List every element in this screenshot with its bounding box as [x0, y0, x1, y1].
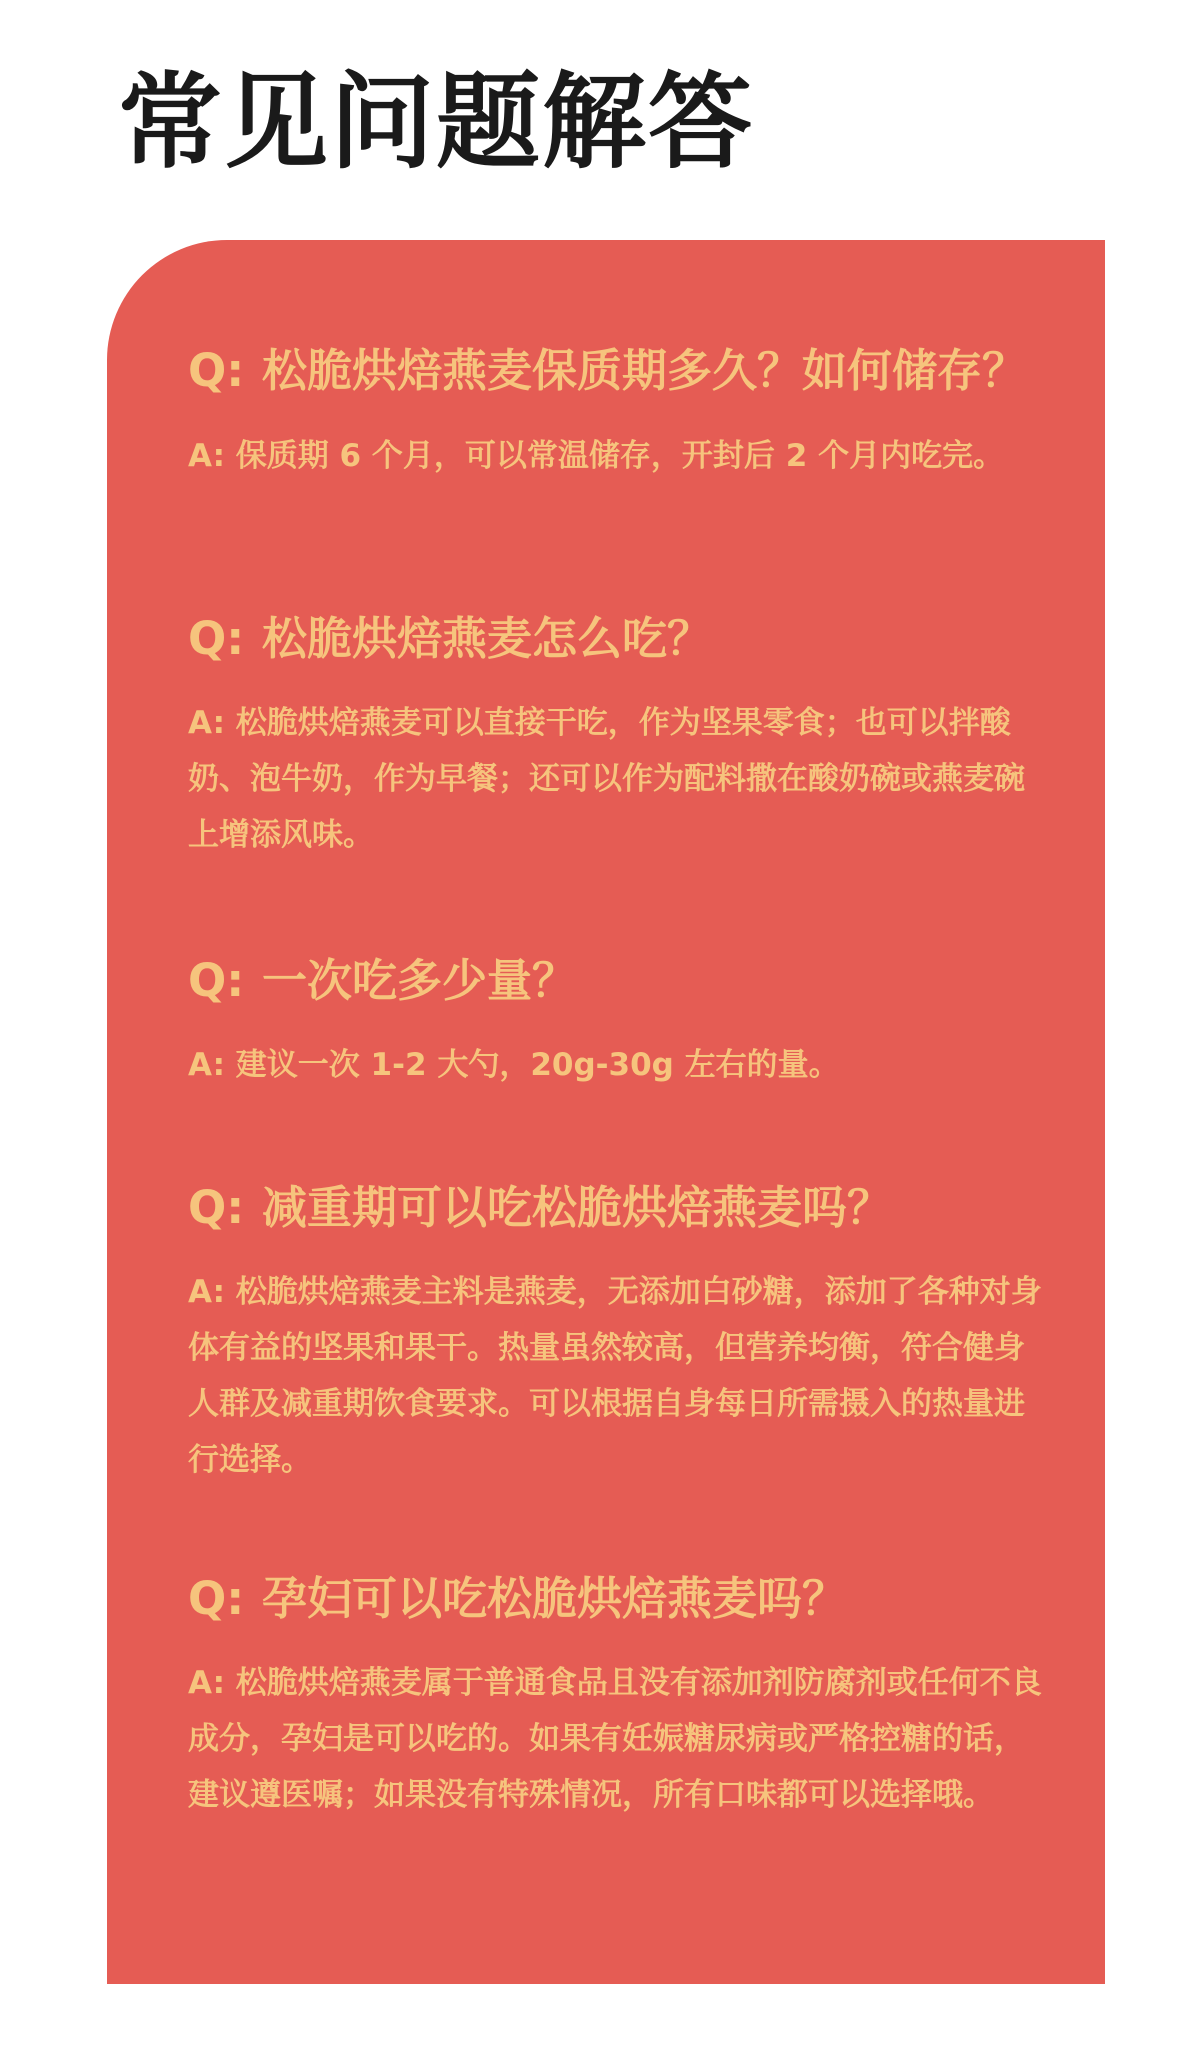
faq-answer: A: 松脆烘焙燕麦主料是燕麦，无添加白砂糖，添加了各种对身体有益的坚果和果干。热量虽然较高，但营养均衡，符合健身人群及减重期饮食要求。可以根据自身每日所需摄入的热量进行选择。	[188, 1274, 1042, 1478]
faq-answer: A: 保质期 6 个月，可以常温储存，开封后 2 个月内吃完。	[188, 438, 1005, 474]
faq-question	[188, 1570, 1048, 1628]
faq-question	[188, 342, 1048, 400]
question-text: 一次吃多少量？	[262, 954, 578, 1007]
question-text: 松脆烘焙燕麦保质期多久？如何储存？	[262, 344, 1028, 397]
faq-item	[188, 1179, 1048, 1488]
question-text: 松脆烘焙燕麦怎么吃？	[262, 612, 713, 665]
question-prefix: Q:	[188, 344, 245, 397]
question-text: 减重期可以吃松脆烘焙燕麦吗？	[262, 1181, 893, 1234]
faq-question	[188, 610, 1048, 668]
faq-answer: A: 松脆烘焙燕麦属于普通食品且没有添加剂防腐剂或任何不良成分，孕妇是可以吃的。如果有妊娠糖尿病或严格控糖的话，建议遵医嘱；如果没有特殊情况，所有口味都可以选择哦。	[188, 1665, 1042, 1813]
faq-question	[188, 952, 1048, 1010]
faq-question	[188, 1179, 1048, 1237]
question-text: 孕妇可以吃松脆烘焙燕麦吗？	[262, 1572, 848, 1625]
faq-panel	[107, 240, 1105, 1984]
question-prefix: Q:	[188, 1572, 245, 1625]
faq-item	[188, 610, 1048, 863]
question-prefix: Q:	[188, 1181, 245, 1234]
faq-answer: A: 松脆烘焙燕麦可以直接干吃，作为坚果零食；也可以拌酸奶、泡牛奶，作为早餐；还可以作为配料撒在酸奶碗或燕麦碗上增添风味。	[188, 705, 1025, 853]
question-prefix: Q:	[188, 612, 245, 665]
page-title: 常见问题解答	[118, 61, 755, 183]
faq-answer: A: 建议一次 1-2 大勺，20g-30g 左右的量。	[188, 1047, 840, 1083]
question-prefix: Q:	[188, 954, 245, 1007]
faq-item	[188, 342, 1048, 484]
faq-item	[188, 952, 1048, 1093]
faq-item	[188, 1570, 1048, 1823]
